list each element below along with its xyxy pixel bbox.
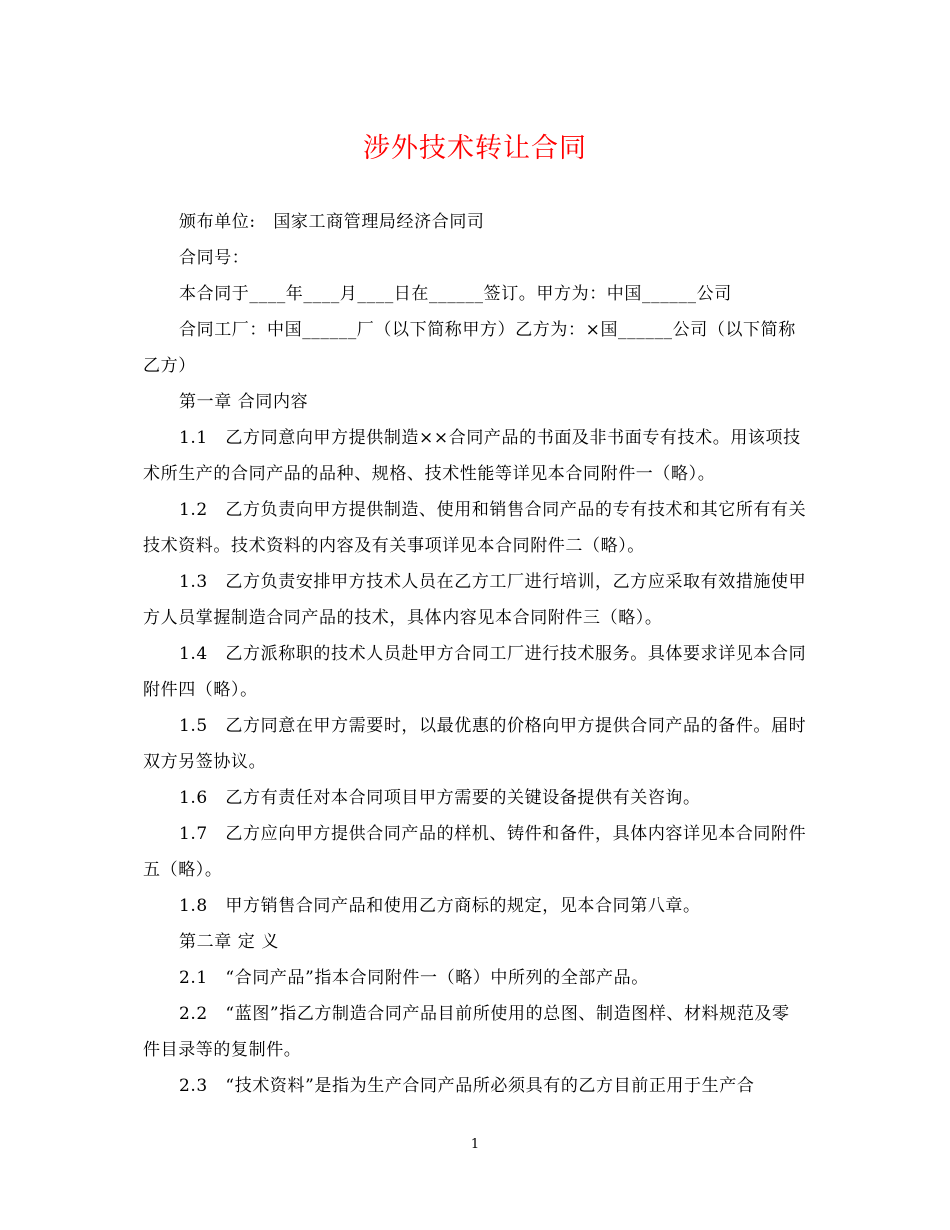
document-body (143, 204, 807, 1104)
clause-1-6: 1.6 乙方有责任对本合同项目甲方需要的关键设备提供有关咨询。 (179, 788, 701, 808)
clause-2-2: 2.2 “蓝图”指乙方制造合同产品目前所使用的总图、制造图样、材料规范及零件目录等的复制件。 (143, 1004, 790, 1060)
clause-1-2: 1.2 乙方负责向甲方提供制造、使用和销售合同产品的专有技术和其它所有有关技术资料。技术资料的内容及有关事项详见本合同附件二（略）。 (143, 500, 807, 556)
parties-paragraph: 合同工厂：中国______厂（以下简称甲方）乙方为：×国______公司（以下简称乙方） (143, 320, 796, 376)
clause-1-5: 1.5 乙方同意在甲方需要时，以最优惠的价格向甲方提供合同产品的备件。届时双方另签协议。 (143, 716, 807, 772)
clause-1-4: 1.4 乙方派称职的技术人员赴甲方合同工厂进行技术服务。具体要求详见本合同附件四（略）。 (143, 644, 807, 700)
clause-2-1: 2.1 “合同产品”指本合同附件一（略）中所列的全部产品。 (179, 968, 649, 988)
clause-2-3: 2.3 “技术资料”是指为生产合同产品所必须具有的乙方目前正用于生产合 (179, 1076, 755, 1096)
clause-1-1: 1.1 乙方同意向甲方提供制造××合同产品的书面及非书面专有技术。用该项技术所生产的合同产品的品种、规格、技术性能等详见本合同附件一（略）。 (143, 428, 801, 484)
clause-1-3: 1.3 乙方负责安排甲方技术人员在乙方工厂进行培训，乙方应采取有效措施使甲方人员掌握制造合同产品的技术，具体内容见本合同附件三（略）。 (143, 572, 807, 628)
contract-number-line: 合同号： (179, 248, 250, 268)
document-title: 涉外技术转让合同 (363, 133, 587, 164)
chapter-1-heading: 第一章 合同内容 (179, 392, 309, 412)
page-number: 1 (470, 1137, 480, 1152)
clause-1-8: 1.8 甲方销售合同产品和使用乙方商标的规定，见本合同第八章。 (179, 896, 701, 916)
clause-1-7: 1.7 乙方应向甲方提供合同产品的样机、铸件和备件，具体内容详见本合同附件五（略）。 (143, 824, 807, 880)
issuing-unit-line: 颁布单位: 国家工商管理局经济合同司 (179, 212, 485, 232)
chapter-2-heading: 第二章 定 义 (179, 932, 280, 952)
signing-info-line: 本合同于____年____月____日在______签订。甲方为：中国______公司 (179, 284, 732, 304)
